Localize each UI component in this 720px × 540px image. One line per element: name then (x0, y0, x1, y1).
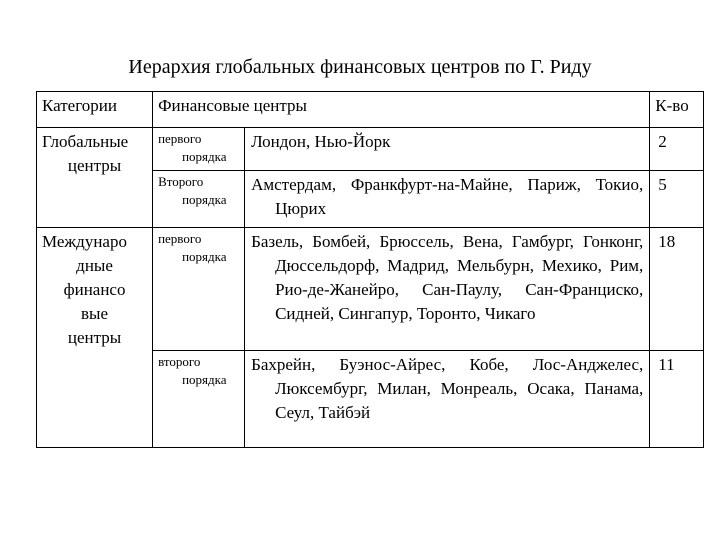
category-line: Междунаро (42, 232, 127, 251)
count-cell: 18 (650, 228, 704, 351)
count-cell: 11 (650, 351, 704, 448)
order-line: порядка (182, 192, 227, 207)
category-line: центры (67, 328, 122, 347)
financial-centers-table (36, 91, 704, 448)
order-cell (153, 128, 245, 171)
centers-cell (245, 351, 650, 448)
category-line: финансо (63, 280, 126, 299)
order-line: порядка (182, 249, 227, 264)
category-international (37, 228, 153, 448)
page-title: Иерархия глобальных финансовых центров по Г. Риду (128, 56, 592, 78)
category-line: Глобальные (42, 132, 129, 151)
centers-list: Бахрейн, Буэнос-Айрес, Кобе, Лос-Анджелес, Люксембург, Милан, Монреаль, Осака, Панама, Сеул, Тайбэй (251, 355, 644, 422)
count-cell: 2 (650, 128, 704, 171)
order-line: второго (158, 354, 201, 369)
order-cell (153, 171, 245, 228)
centers-cell (245, 228, 650, 351)
order-cell (153, 228, 245, 351)
centers-list: Базель, Бомбей, Брюссель, Вена, Гамбург, Гонконг, Дюссельдорф, Мадрид, Мельбурн, Мехико, Рим, Рио-де-Жанейро, Сан-Паулу, Сан-Франциско, Сидней, Сингапур, Торонто, Чикаго (251, 232, 644, 323)
order-line: первого (158, 131, 202, 146)
order-line: Второго (158, 174, 204, 189)
header-categories: Категории (37, 92, 153, 128)
header-centers: Финансовые центры (153, 92, 650, 128)
order-line: порядка (182, 149, 227, 164)
count-cell: 5 (650, 171, 704, 228)
order-cell (153, 351, 245, 448)
table-row (37, 228, 704, 351)
table-header-row (37, 92, 704, 128)
order-line: первого (158, 231, 202, 246)
header-count: К-во (650, 92, 704, 128)
table-row (37, 128, 704, 171)
centers-cell (245, 171, 650, 228)
category-line: центры (67, 156, 122, 175)
category-line: вые (81, 304, 109, 323)
centers-list: Амстердам, Франкфурт-на-Майне, Париж, Токио, Цюрих (251, 175, 644, 218)
category-line: дные (76, 256, 113, 275)
order-line: порядка (182, 372, 227, 387)
centers-cell (245, 128, 650, 171)
centers-list: Лондон, Нью-Йорк (251, 132, 391, 151)
category-global (37, 128, 153, 228)
